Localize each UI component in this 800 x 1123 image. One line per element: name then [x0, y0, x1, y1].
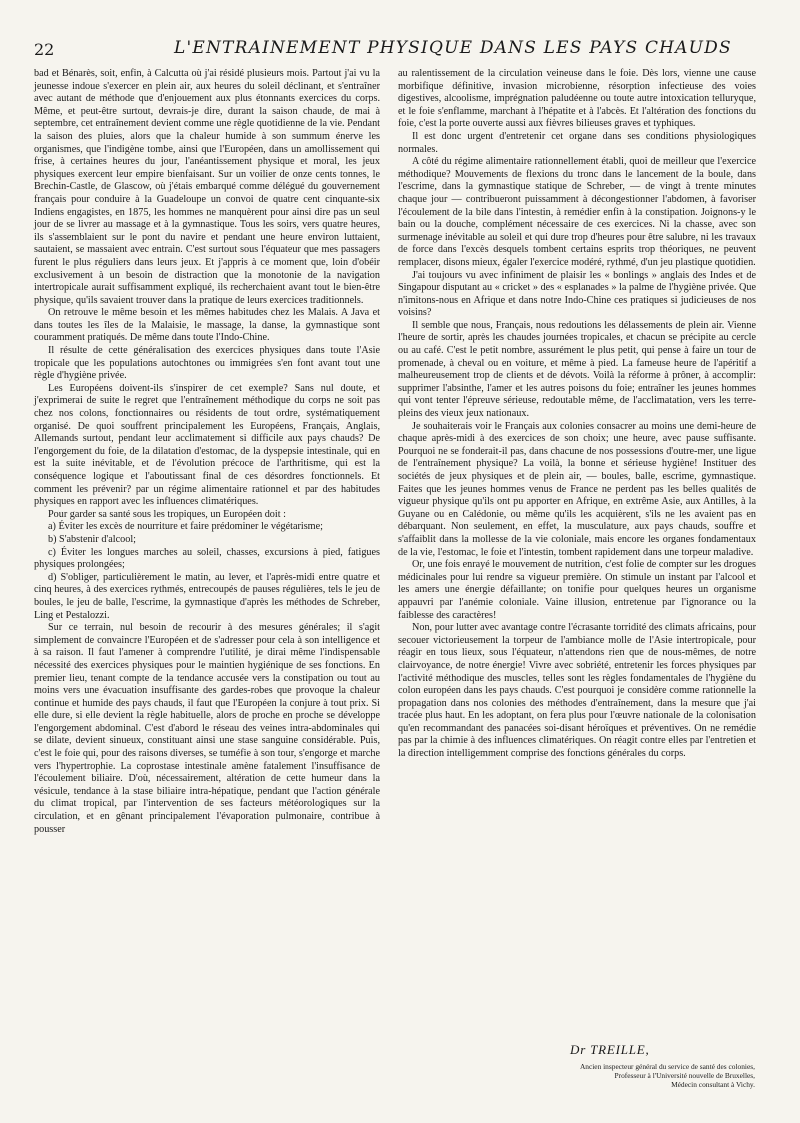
paragraph: Or, une fois enrayé le mouvement de nutrition, c'est folie de compter sur les drogues médicinales pour lui rendre sa vigueur première. On stimule un instant par l'alcool et les amers une énergie défaillante; on tonifie pour quelques heures un organisme appauvri par l'anémie coloniale. Vaine illusion, entretenue par l'ignorance ou la faiblesse des caractères! [398, 559, 756, 621]
paragraph: Sur ce terrain, nul besoin de recourir à des mesures générales; il s'agit simplement de convaincre l'Européen et de s'adresser pour cela à son intelligence et à sa raison. Il faut l'amener à comprendre l'utilité, je dirai même l'indispensable nécessité des exercices physiques pour le maintien hygiénique de ses fonctions. En premier lieu, tenant compte de la tendance accusée vers la constipation ou tout au moins vers une évacuation insuffisante des gardes-robes que provoque la chaleur continue et humide des pays chauds, il faut que l'Européen la conjure à tout prix. Si elle dure, si elle devient la règle habituelle, alors de proche en proche se développe l'engorgement abdominal. C'est d'abord le réseau des veines intra-abdominales qui se dilate, devient sinueux, constituant ainsi une stase sanguine considérable. Puis, c'est le foie qui, pour des raisons diverses, se tuméfie à son tour, s'engorge et marche vers l'hypertrophie. La coprostase intestinale amène fatalement l'insuffisance de l'écoulement biliaire. D'où, nécessairement, altération de cette humeur dans la vésicule, tendance à la stase biliaire intra-hépatique, pendant que l'action générale du climat tropical, par l'intervention de ses facteurs météorologiques sur la circulation, et en gênant principalement l'évaporation pulmonaire, contribue à pousser [34, 622, 380, 835]
paragraph: Les Européens doivent-ils s'inspirer de cet exemple? Sans nul doute, et j'exprimerai de suite le regret que l'entraînement méthodique du corps ne soit pas chez nos colons, fonctionnaires ou résidents de tout ordre, systématiquement organisé. De quoi souffrent principalement les Européens, Français, Anglais, Allemands surtout, pendant leur acclimatement si difficile aux pays chauds? De l'engorgement du foie, de la dilatation d'estomac, de la dyspepsie intestinale, qui en est la suite inévitable, et de l'évolution précoce de l'arthritisme, qui est la conséquence logique et l'aboutissant final de ces désordres fonctionnels. Et comment les prévenir? par un régime alimentaire rationnel et par des habitudes physiques en rapport avec les influences climatériques. [34, 382, 380, 508]
author-name: Dr TREILLE, [570, 1042, 650, 1057]
paragraph: Il est donc urgent d'entretenir cet organe dans ses conditions physiologiques normales. [398, 130, 756, 155]
list-item: c) Éviter les longues marches au soleil, chasses, excursions à pied, fatigues physiques prolongées; [34, 546, 380, 571]
author-role: Médecin consultant à Vichy. [671, 1080, 755, 1089]
paragraph: On retrouve le même besoin et les mêmes habitudes chez les Malais. A Java et dans toutes les îles de la Malaisie, le massage, la danse, la gymnastique sont couramment pratiqués. De même dans toute l'Indo-Chine. [34, 307, 380, 344]
right-column [398, 68, 756, 761]
author-role: Professeur à l'Université nouvelle de Bruxelles, [614, 1071, 755, 1080]
running-title: L'ENTRAINEMENT PHYSIQUE DANS LES PAYS CHAUDS [174, 38, 732, 58]
list-item: a) Éviter les excès de nourriture et faire prédominer le végétarisme; [48, 521, 323, 533]
page-number: 22 [34, 40, 55, 59]
list-item: d) S'obliger, particulièrement le matin, au lever, et l'après-midi entre quatre et cinq heures, à des exercices rythmés, entrecoupés de pauses régulières, tels le jeu de boules, le jeu de balle, l'escrime, la gymnastique d'après les méthodes de Schreber, Ling et Pestalozzi. [34, 571, 380, 621]
paragraph: Pour garder sa santé sous les tropiques, un Européen doit : [48, 508, 286, 520]
paragraph: Non, pour lutter avec avantage contre l'écrasante torridité des climats africains, pour secouer victorieusement la torpeur de l'ambiance molle de l'Asie intertropicale, pour réagir en tous lieux, sous l'équateur, n'attendons rien que de nous-mêmes, de notre clairvoyance, de notre énergie! Vivre avec sobriété, entretenir les forces physiques par l'activité méthodique des muscles, telles sont les règles fondamentales de l'hygiène du colon européen dans les pays chauds. C'est pourquoi je considère comme rationnelle la propagation dans nos colonies des méthodes d'entraînement, dans la mesure que j'ai tracée plus haut. En les adoptant, on fera plus pour l'œuvre nationale de la colonisation qu'en recommandant des panacées soi-disant héroïques et préventives. On ne remédie pas par la chimie à des influences climatériques. On réagit contre elles par l'entretien et la direction intelligemment comprise des fonctions générales du corps. [398, 622, 756, 760]
page-header [34, 36, 760, 62]
paragraph: J'ai toujours vu avec infiniment de plaisir les « bonlings » anglais des Indes et de Singapour disputant au « cricket » des « esplanades » la palme de l'hygiène privée. Que n'imitons-nous en Afrique et dans notre Indo-Chine ces pratiques si judicieuses de nos voisins? [398, 269, 756, 319]
paragraph: Il résulte de cette généralisation des exercices physiques dans toute l'Asie tropicale que les populations autochtones ou immigrées s'en font avant tout une règle d'hygiène privée. [34, 345, 380, 382]
paragraph: A côté du régime alimentaire rationnellement établi, quoi de meilleur que l'exercice méthodique? Mouvements de flexions du tronc dans le lancement de la boule, dans l'escrime, dans la gymnastique statique de Schreber, — de vingt à trente minutes chaque jour — contribueront puissamment à décongestionner l'abdomen, à favoriser l'écoulement de la bile dans l'intestin, à remédier enfin à la constipation. Joignons-y le bain ou la douche, complément nécessaire de ces exercices. Ni la chasse, avec son surmenage inévitable au soleil et qui dure trop d'heures pour être salubre, ni les travaux de force dans l'excès desquels tombent certains esprits trop théoriques, ne peuvent remplacer, disons mieux, égaler l'exercice modéré, rythmé, d'un jeu plastique quotidien. [398, 156, 756, 268]
paragraph: bad et Bénarès, soit, enfin, à Calcutta où j'ai résidé plusieurs mois. Partout j'ai vu la jeunesse indoue s'exercer en plein air, aux heures du soleil déclinant, et s'entraîner avec autant de méthode que d'enjouement aux plus étonnants exercices du corps. Même, et peut-être surtout, devrais-je dire, durant la saison chaude, de mai à septembre, cet entraînement devient comme une règle quotidienne de la vie. Pendant la saison des pluies, alors que la chaleur humide à son summum énerve les organismes, que l'indigène tombe, ainsi que l'Européen, dans un amollissement qui frise, à certaines heures du jour, l'anéantissement physique et moral, les jeux physiques exercent leur empire bienfaisant. Sur un voilier de onze cents tonnes, le Brechin-Castle, de Glascow, où j'étais embarqué comme délégué du gouvernement français pour conduire à la Guadeloupe un convoi de quatre cent cinquante-six Indiens engagistes, en 1875, les hommes ne manquèrent pour ainsi dire pas un seul jour de se livrer au massage et à la gymnastique. Tous les soirs, vers quatre heures, ils s'assemblaient sur le pont du navire et pendant une heure environ luttaient, sautaient, se massaient avec entrain. C'est surtout sous l'équateur que mes passagers furent le plus réguliers dans leurs jeux. Et j'appris à ce moment que, loin d'obéir exclusivement à un besoin de distraction que la monotonie de la navigation intertropicale aurait suffisamment expliqué, ils recherchaient avant tout le bien-être physique, qu'ils savaient trouver dans la pratique de leurs exercices traditionnels. [34, 68, 380, 306]
list-item: b) S'abstenir d'alcool; [48, 533, 136, 545]
author-role: Ancien inspecteur général du service de santé des colonies, [579, 1062, 755, 1071]
left-column [34, 68, 380, 836]
paragraph: Je souhaiterais voir le Français aux colonies consacrer au moins une demi-heure de chaque après-midi à des exercices de son choix; une heure, avec pause suffisante. Pourquoi ne se fonderait-il pas, dans chacune de nos possessions d'outre-mer, une ligue de l'entraînement physique? La voilà, la bonne et sérieuse hygiène! Instituer des sociétés de jeux physiques et de plein air, — boules, balle, escrime, gymnastique. Faites que les jeunes hommes venus de France ne perdent pas les belles qualités de vigueur physique qu'ils ont pu apporter en Afrique, en extrême Asie, aux Antilles, à la Guyane ou en Calédonie, ou même qu'ils les acquièrent, s'ils ne les avaient pas en débarquant. Non seulement, en effet, la musculature, aux pays chauds, souffre et s'affaiblit dans la mollesse de la vie coloniale, mais encore les organes fondamentaux de la vie, l'estomac, le foie et l'intestin, tombent rapidement dans une torpeur maladive. [398, 420, 756, 558]
paragraph: Il semble que nous, Français, nous redoutions les délassements de plein air. Vienne l'heure de sortir, après les chaudes journées tropicales, et chacun se précipite au cercle ou au café. C'est le petit nombre, assurément le plus petit, qui pense à faire un tour de promenade, à cheval ou en voiture, et même à pied. La fameuse heure de l'apéritif a malheureusement trop de clients et de dévots. Voilà la réforme à prôner, à accomplir: supprimer l'absinthe, l'amer et les autres poisons du foie; entraîner les jeunes hommes qui vont tenter l'épreuve sérieuse, redoutable même, de l'acclimatation, vers les terre-pleins des vieux jeux nationaux. [398, 319, 756, 420]
paragraph: au ralentissement de la circulation veineuse dans le foie. Dès lors, vienne une cause morbifique définitive, invasion microbienne, résorption infectieuse des voies digestives, alcoolisme, imprégnation paludéenne ou toute autre intoxication telluryque, et le foie s'enflamme, marchant à l'hépatite et à l'abcès. Et l'altération des fonctions du foie, c'est la porte ouverte aussi aux fièvres bilieuses graves et typhiques. [398, 68, 756, 130]
